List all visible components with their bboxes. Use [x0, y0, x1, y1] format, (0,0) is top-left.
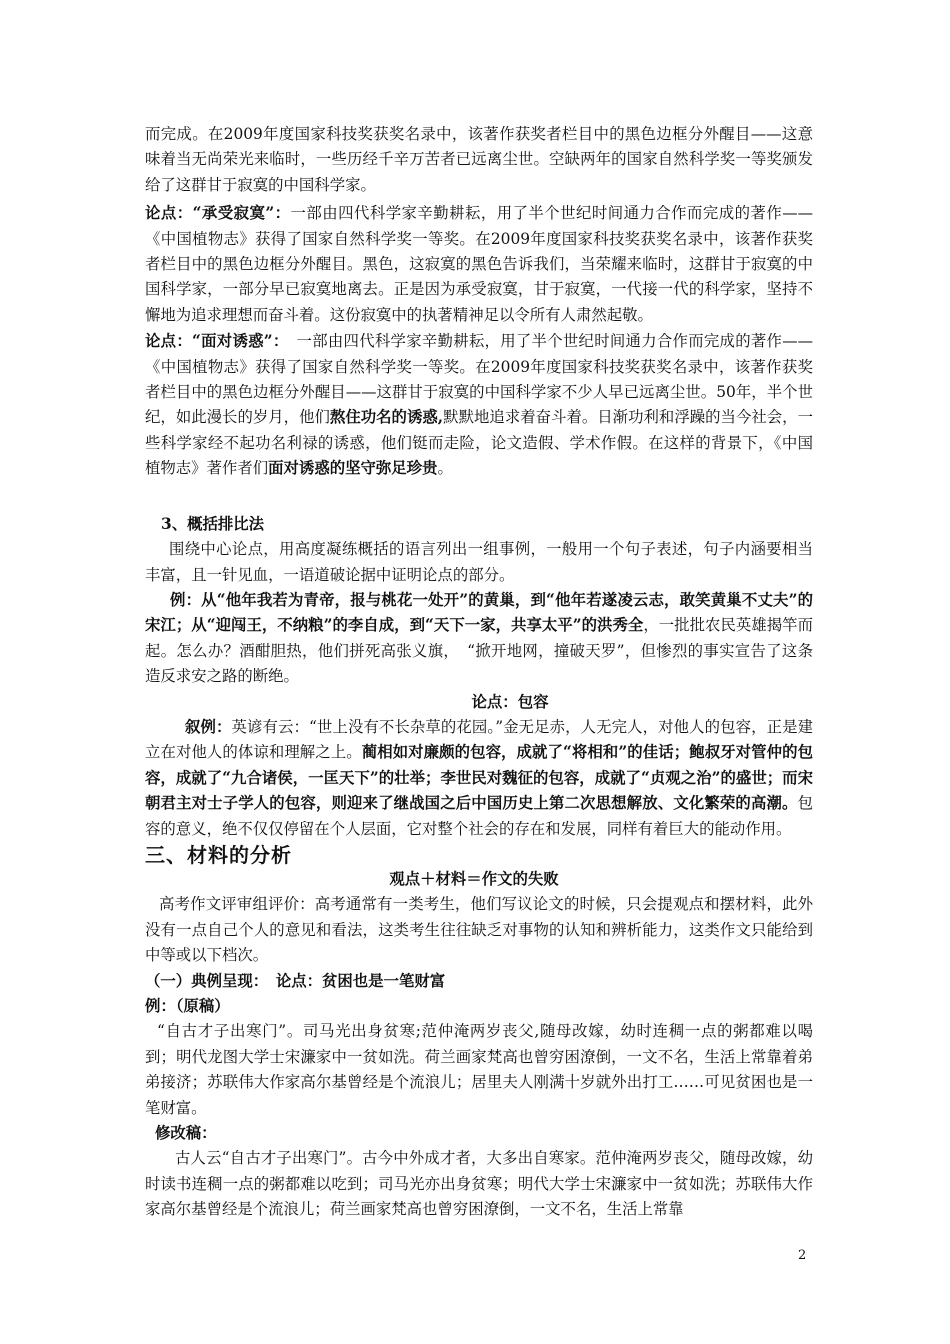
chapter-subheading: 观点＋材料＝作文的失败	[389, 869, 559, 888]
emphasis-text: 面对诱惑的坚守弥足珍贵	[268, 459, 438, 478]
paragraph-face-temptation	[145, 329, 813, 481]
page-number: 2	[798, 1248, 807, 1263]
paragraph-text: 一部由四代科学家辛勤耕耘，用了半个世纪时间通力合作而完成的著作——《中国植物志》获得了国家自然科学奖一等奖。在2009年度国家科技奖获奖名录中，该著作获奖者栏目中的黑色边框分外醒目。黑色，这寂寞的黑色告诉我们，当荣耀来临时，这群甘于寂寞的中国科学家，一部分早已寂寞地离去。正是因为承受寂寞，甘于寂寞，一代接一代的科学家，坚持不懈地为追求理想而奋斗着。这份寂寞中的执著精神足以令所有人肃然起敬。	[145, 204, 813, 324]
paragraph-text: 包容的意义，绝不仅仅停留在个人层面，它对整个社会的存在和发展，同样有着巨大的能动作用。	[145, 794, 813, 838]
revised-draft-text: 古人云“自古才子出寒门”。古今中外成才者，大多出自寒家。范仲淹两岁丧父，随母改嫁，幼时读书连稠一点的粥都难以吃到；司马光亦出身贫寒；明代大学士宋濂家中一贫如洗；苏联伟大作家高尔基曾经是个流浪儿；荷兰画家梵高也曾穷困潦倒，一文不名，生活上常靠	[145, 1149, 813, 1219]
evaluation-paragraph: 高考作文评审组评价：高考通常有一类考生，他们写议论文的时候，只会提观点和摆材料，此外没有一点自己个人的意见和看法，这类考生往往缺乏对事物的认知和辨析能力，这类作文只能给到中等或以下档次。	[145, 895, 813, 965]
paragraph-text: ，一批批农民英雄揭竿而起。怎么办？酒酣胆热，他们拼死高张义旗， “掀开地网，撞破天罗”，但惨烈的事实宣告了这条造反求安之路的断绝。	[145, 616, 813, 686]
blank-line	[145, 482, 813, 508]
document-body	[145, 122, 813, 1223]
paragraph-continuation	[145, 122, 813, 198]
argument-label: 论点：“承受寂寞”：	[145, 204, 291, 223]
original-draft-label: 例：（原稿）	[145, 997, 230, 1015]
paragraph-text: 而完成。在2009年度国家科技奖获奖名录中，该著作获奖者栏目中的黑色边框分外醒目——这意味着当无尚荣光来临时，一些历经千辛万苦者已远离尘世。空缺两年的国家自然科学奖一等奖颁发给了这群甘于寂寞的中国科学家。	[145, 125, 813, 194]
paragraph-text: 。	[437, 459, 453, 478]
original-draft-text: “自古才子出寒门”。司马光出身贫寒;范仲淹两岁丧父,随母改嫁，幼时连稠一点的粥都难以喝到；明代龙图大学士宋濂家中一贫如洗。荷兰画家梵高也曾穷困潦倒，一文不名，生活上常靠着弟弟接济；苏联伟大作家高尔基曾经是个流浪儿；居里夫人刚满十岁就外出打工……可见贫困也是一笔财富。	[145, 1022, 813, 1117]
narrative-example	[145, 715, 813, 842]
paragraph-text: 英谚有云：“世上没有不长杂草的花园。”金无足赤，人无完人，对他人的包容，正是建立在对他人的体谅和理解之上。	[145, 717, 813, 762]
emphasis-text: 蔺相如对廉颇的包容，成就了“将相和”的佳话；鲍叔牙对管仲的包容，成就了“九合诸侯，一匡天下”的壮举；李世民对魏征的包容，成就了“贞观之治”的盛世；而宋朝君主对士子学人的包容，则迎来了继战国之后中国历史上第二次思想解放、文化繁荣的高潮。	[145, 743, 813, 813]
paragraph-text: 默默地追求着奋斗着。日渐功利和浮躁的当今社会，一些科学家经不起功名利禄的诱惑，他们铤而走险，论文造假、学术作假。在这样的背景下，《中国植物志》著作者们	[145, 408, 813, 478]
paragraph-text: 一部由四代科学家辛勤耕耘，用了半个世纪时间通力合作而完成的著作——《中国植物志》获得了国家自然科学奖一等奖。在2009年度国家科技奖获奖名录中，该著作获奖者栏目中的黑色边框分外醒目——这群甘于寂寞的中国科学家不少人早已远离尘世。50年，半个世纪，如此漫长的岁月，他们	[145, 332, 813, 427]
emphasis-text: 熬住功名的诱惑,	[329, 408, 444, 427]
paragraph-endure-loneliness	[145, 201, 813, 328]
example-parallel	[145, 588, 813, 690]
revised-draft-label: 修改稿：	[155, 1124, 217, 1143]
section-heading: 3、概括排比法	[161, 514, 265, 533]
emphasis-text: 例：从“他年我若为青帝，报与桃花一处开”的黄巢，到“他年若遂凌云志，敢笑黄巢不丈夫”的宋江；从“迎闯王，不纳粮”的李自成，到“天下一家，共享太平”的洪秀全	[145, 590, 813, 635]
typical-example-heading: （一）典例呈现： 论点：贫困也是一笔财富	[145, 971, 446, 990]
argument-heading: 论点：包容	[471, 692, 549, 711]
argument-label: 论点：“面对诱惑”：	[145, 332, 281, 351]
example-label: 叙例：	[185, 717, 232, 736]
chapter-heading: 三、材料的分析	[145, 842, 292, 867]
section-description: 围绕中心论点，用高度凝练概括的语言列出一组事例，一般用一个句子表述，句子内涵要相当丰富，且一针见血，一语道破论据中证明论点的部分。	[145, 540, 813, 584]
